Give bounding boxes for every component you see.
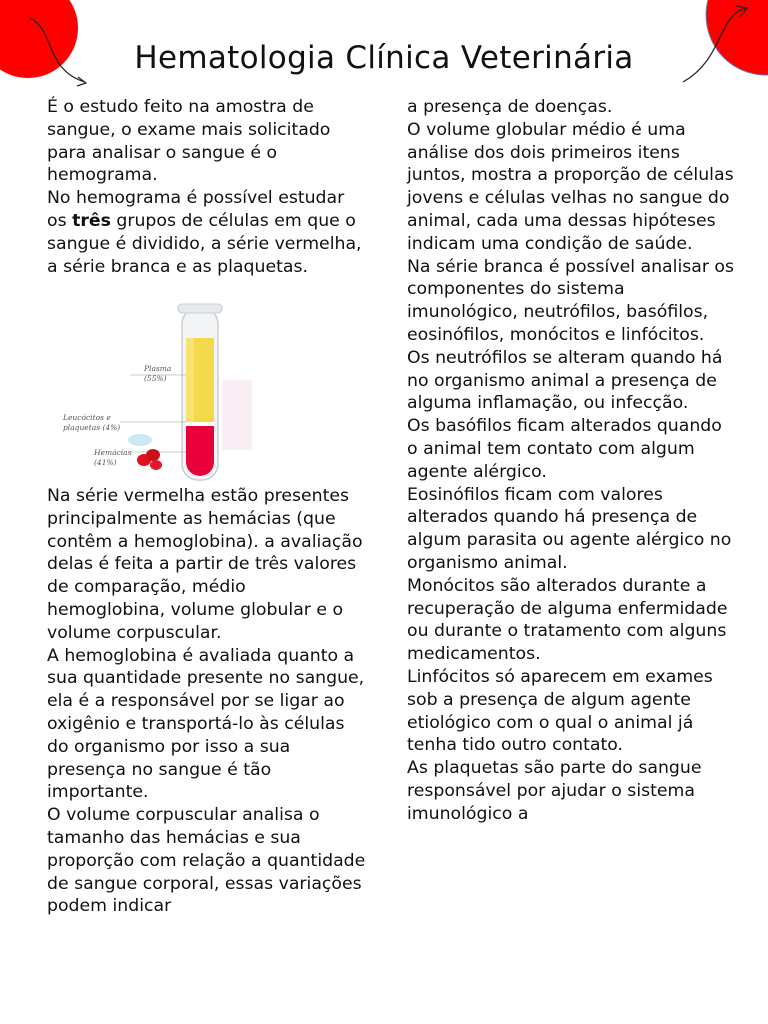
paragraph: É o estudo feito na amostra de sangue, o exame mais solicitado para analisar o sangue é o hemograma. bbox=[47, 97, 331, 186]
paragraph: A hemoglobina é avaliada quanto a sua quantidade presente no sangue, ela é a responsável por se ligar ao oxigênio e transportá-lo às células do organismo por isso a sua presença no sangue é tão importante. bbox=[47, 645, 365, 803]
paragraph: As plaquetas são parte do sangue responsável por ajudar o sistema imunológico a bbox=[407, 758, 702, 824]
left-column-bottom bbox=[47, 485, 367, 918]
paragraph: Na série branca é possível analisar os componentes do sistema imunológico, neutrófilos, basófilos, eosinófilos, monócitos e linfócitos. bbox=[407, 256, 735, 345]
paragraph-text: No hemograma é possível estudar os bbox=[47, 188, 345, 231]
red-cell-label: Hemácias bbox=[94, 448, 132, 457]
paragraph: Os basófilos ficam alterados quando o animal tem contato com algum agente alérgico. bbox=[407, 416, 722, 482]
paragraph: Os neutrófilos se alteram quando há no organismo animal a presença de alguma inflamação, ou infecção. bbox=[407, 347, 723, 414]
paragraph: Na série vermelha estão presentes principalmente as hemácias (que contêm a hemoglobina). a avaliação delas é feita a partir de três valores de comparação, médio hemoglobina, volume globular e o volume corpuscular. bbox=[47, 486, 363, 643]
leukocyte-percent: plaquetas (4%) bbox=[63, 423, 121, 432]
page-title: Hematologia Clínica Veterinária bbox=[134, 40, 634, 76]
red-cell-layer bbox=[186, 426, 214, 476]
paragraph bbox=[47, 187, 367, 278]
paragraph: Eosinófilos ficam com valores alterados quando há presença de algum parasita ou agente alérgico no organismo animal. bbox=[407, 484, 732, 573]
bold-word: três bbox=[72, 210, 111, 231]
left-column-top bbox=[47, 96, 367, 278]
paragraph: Monócitos são alterados durante a recuperação de alguma enfermidade ou durante o tratamento com alguns medicamentos. bbox=[407, 575, 728, 665]
paragraph: O volume corpuscular analisa o tamanho das hemácias e sua proporção com relação a quantidade de sangue corporal, essas variações podem indicar bbox=[47, 805, 366, 917]
red-cell-percent: (41%) bbox=[94, 458, 117, 467]
paragraph: O volume globular médio é uma análise dos dois primeiros itens juntos, mostra a proporção de células jovens e células velhas no sangue do animal, cada uma dessas hipóteses indicam uma condição de saúde. bbox=[407, 119, 734, 254]
plasma-percent: (55%) bbox=[144, 374, 167, 383]
right-column bbox=[407, 96, 737, 826]
paragraph: Linfócitos só aparecem em exames sob a presença de algum agente etiológico com o qual o animal já tenha tido outro contato. bbox=[407, 666, 713, 756]
paragraph: a presença de doenças. bbox=[407, 97, 613, 117]
blood-test-tube-figure bbox=[60, 300, 280, 490]
plasma-label: Plasma bbox=[144, 364, 172, 373]
leukocyte-label: Leucócitos e bbox=[63, 413, 111, 422]
paragraph-text: grupos de células em que o sangue é dividido, a série vermelha, a série branca e as plaquetas. bbox=[47, 210, 362, 277]
